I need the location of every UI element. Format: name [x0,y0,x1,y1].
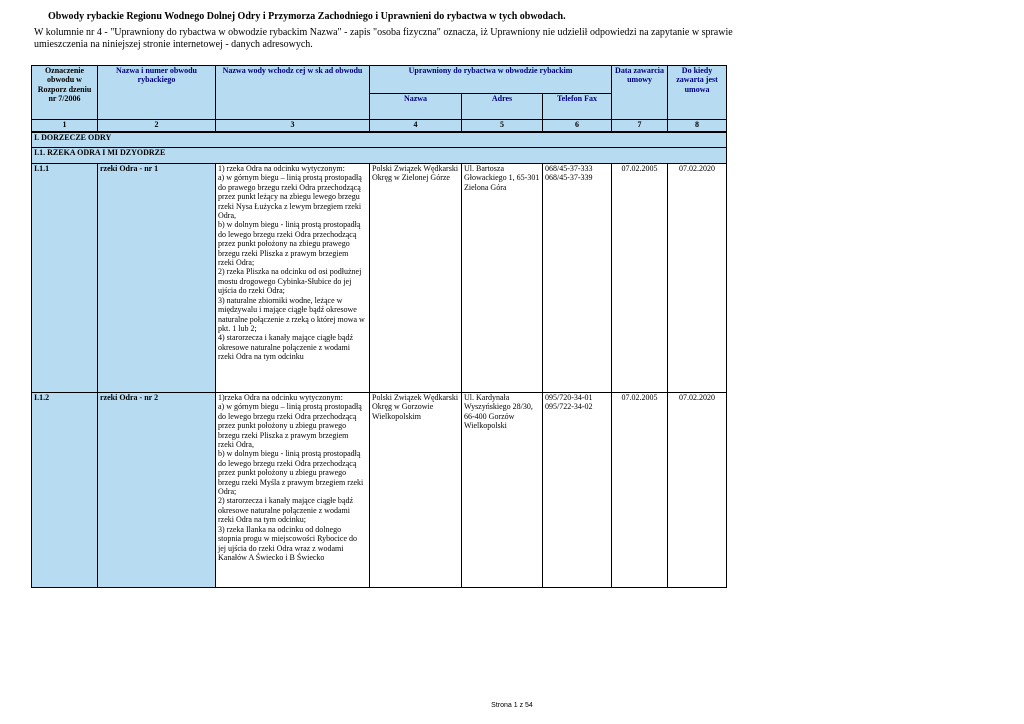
district-id: I.1.2 [32,393,98,588]
description-line: brzegu rzeki Pliszka z prawym brzegiem [218,430,349,440]
description-line: pkt. 1 lub 2; [218,323,257,333]
header-col3: Nazwa wody wchodz cej w sk ad obwodu [216,66,370,120]
description-line: okresowe naturalne połączenie z wodami [218,342,350,352]
subsection-heading: I.1. RZEKA ODRA I MI DZYODRZE [32,148,727,164]
column-number: 3 [216,120,370,132]
column-number: 1 [32,120,98,132]
contract-date: 07.02.2005 [612,393,668,588]
description-line: a) w górnym biegu – linią prostą prostopadłą [218,402,362,412]
description-line: do lewego brzegu rzeki Odra przechodzącą [218,411,357,421]
description-line: rzeki Odra, [218,440,254,450]
header-col4: Nazwa [370,94,462,120]
header-col7: Data zawarcia umowy [612,66,668,120]
description-line: 2) rzeka Pliszka na odcinku od osi podłużnej [218,267,362,277]
description-line: Odra; [218,487,237,497]
column-number: 8 [668,120,727,132]
header-col5: Adres [462,94,543,120]
description-line: brzegu rzeki Pliszka z prawym brzegiem [218,248,349,258]
holder-phone: 095/720-34-01 095/722-34-02 [543,393,612,588]
description-line: 1)rzeka Odra na odcinku wytyczonym: [218,393,343,402]
description-line: do lewego brzegu rzeki Odra przechodzącą [218,458,357,468]
column-number: 4 [370,120,462,132]
description-line: do prawego brzegu rzeki Odra przechodzącą [218,182,361,192]
header-holder-group: Uprawniony do rybactwa w obwodzie rybackim [370,66,612,94]
description-line: 3) rzeka Ilanka na odcinku od dolnego [218,524,342,534]
description-line: przez punkt położony u zbiegu prawego [218,421,347,431]
holder-address: Ul. Kardynała Wyszyńskiego 28/30, 66-400 Gorzów Wielkopolski [462,393,543,588]
description-line: rzeki Odra na tym odcinku [218,352,304,362]
holder-name: Polski Związek Wędkarski Okręg w Zielonej Górze [370,164,462,393]
column-note: W kolumnie nr 4 - "Uprawniony do rybactwa w obwodzie rybackim Nazwa" - zapis "osoba fizyczna" oznacza, iż Uprawniony nie udzielił odpowiedzi na zapytanie w sprawie umieszczenia na niniejszej stronie internetowej - danych adresowych. [34,27,733,50]
holder-name: Polski Związek Wędkarski Okręg w Gorzowie Wielkopolskim [370,393,462,588]
description-line: ujścia do rzeki Odra; [218,286,285,296]
description-line: przez punkt położony u zbiegu prawego [218,468,347,478]
description-line: b) w dolnym biegu - linią prostą prostopadłą [218,449,361,459]
column-number: 5 [462,120,543,132]
header-col8: Do kiedy zawarta jest umowa [668,66,727,120]
document-title: Obwody rybackie Regionu Wodnego Dolnej Odry i Przymorza Zachodniego i Uprawnieni do rybactwa w tych obwodach. [48,11,566,22]
holder-address: Ul. Bartosza Głowackiego 1, 65-301 Zielona Góra [462,164,543,393]
description-line: brzegu rzeki Myśla z prawym brzegiem rzeki [218,477,364,487]
water-description [216,164,370,393]
column-number: 7 [612,120,668,132]
water-description [216,393,370,588]
table-row [32,393,727,588]
holder-phone: 068/45-37-333 068/45-37-339 [543,164,612,393]
contract-date: 07.02.2005 [612,164,668,393]
header-col2: Nazwa i numer obwodu rybackiego [98,66,216,120]
description-line: mostu drogowego Cybinka-Słubice do jej [218,276,352,286]
fishing-districts-table [31,65,727,588]
description-line: rzeki Odra na tym odcinku; [218,515,306,525]
column-number: 6 [543,120,612,132]
description-line: Odra, [218,211,236,221]
contract-until: 07.02.2020 [668,164,727,393]
table-row [32,164,727,393]
district-name: rzeki Odra - nr 1 [98,164,216,393]
page-number: Strona 1 z 54 [491,702,533,709]
description-line: międzywalu i mające ciągłe bądź okresowe [218,305,357,315]
description-line: b) w dolnym biegu - linią prostą prostopadłą [218,220,361,230]
description-line: 4) starorzecza i kanały mające ciągłe bądź [218,333,354,343]
section-heading: I. DORZECZE ODRY [32,132,727,148]
description-line: rzeki Odra; [218,258,255,268]
description-line: rzeki Nysa Łużycka z lewym brzegiem rzeki [218,201,362,211]
description-line: Kanałów A Świecko i B Świecko [218,552,325,562]
district-name: rzeki Odra - nr 2 [98,393,216,588]
description-line: 3) naturalne zbiorniki wodne, leżące w [218,295,343,305]
description-line: okresowe naturalne połączenie z wodami [218,505,350,515]
description-line: jej ujścia do rzeki Odra wraz z wodami [218,543,344,553]
description-line: 2) starorzecza i kanały mające ciągłe bądź [218,496,354,506]
description-line: stopnia progu w miejscowości Rybocice do [218,534,357,544]
description-line: przez punkt leżący na zbiegu lewego brzegu [218,192,360,202]
column-number-row [32,120,727,132]
header-col1: Oznaczenie obwodu w Rozporz dzeniu nr 7/2006 [32,66,98,120]
contract-until: 07.02.2020 [668,393,727,588]
description-line: przez punkt położony na zbiegu prawego [218,239,350,249]
district-id: I.1.1 [32,164,98,393]
description-line: 1) rzeka Odra na odcinku wytyczonym: [218,164,345,173]
header-col6: Telefon Fax [543,94,612,120]
column-number: 2 [98,120,216,132]
description-line: a) w górnym biegu – linią prostą prostopadłą [218,173,362,183]
description-line: do lewego brzegu rzeki Odra przechodzącą [218,229,357,239]
description-line: naturalne połączenie z rzeką o której mowa w [218,314,365,324]
